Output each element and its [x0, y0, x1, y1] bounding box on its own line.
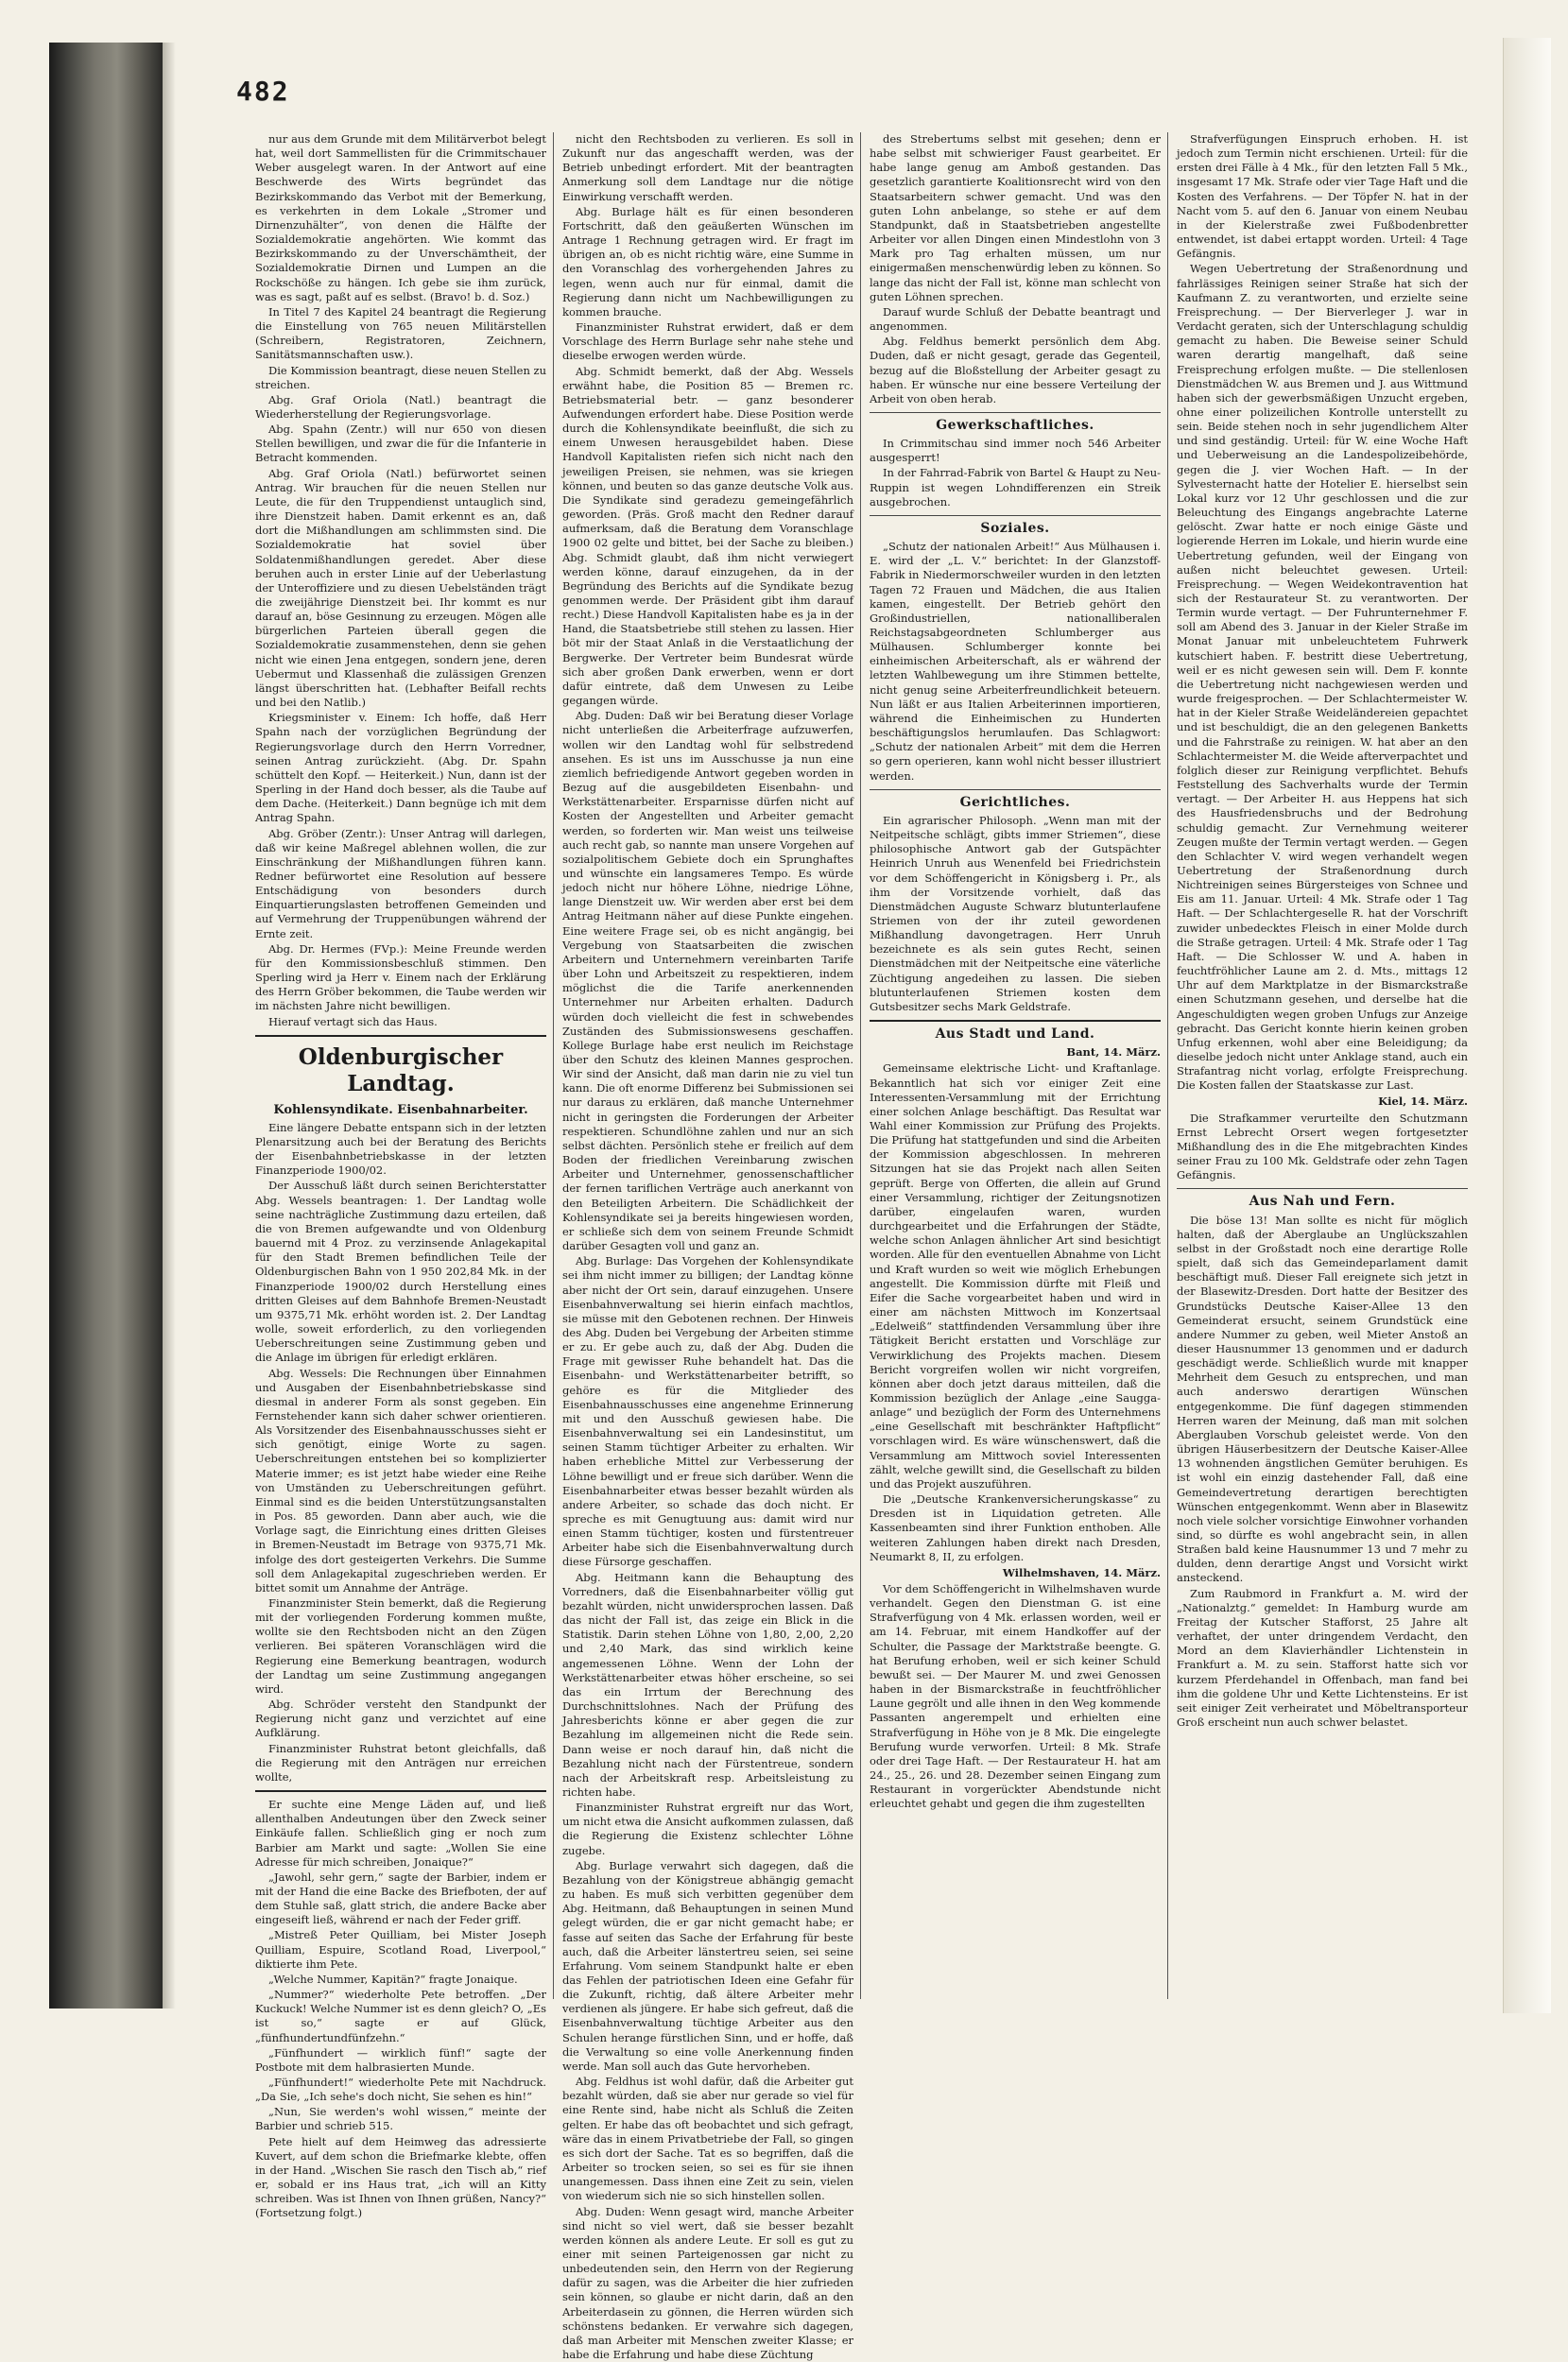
- paragraph: Abg. Spahn (Zentr.) will nur 650 von diesen Stellen bewilligen, und zwar die für die Infanterie in Betracht kommenden.: [255, 422, 546, 465]
- column-3: [870, 132, 1161, 2004]
- paragraph: nur aus dem Grunde mit dem Militärverbot belegt hat, weil dort Sammellisten für die Crimmitschauer Weber ausgelegt waren. In der Antwort auf eine Beschwerde des Wirts begründet das Bezirkskommando das Verbot mit der Bemerkung, es verkehrten in dem Lokale „Stromer und Dirnenzuhälter“, von denen die Hälfte der Sozialdemokratie angehörten. Wie kommt das Bezirkskommando zu der Unverschämtheit, der Sozialdemokratie Dirnen und Lumpen an die Rockschöße zu hängen. Ich gebe sie ihm zurück, was es sagt, paßt auf es selbst. (Bravo! b. d. Soz.): [255, 132, 546, 304]
- section-title-gerichtliches: Gerichtliches.: [870, 796, 1161, 810]
- kiel-news: [1177, 1112, 1468, 1183]
- paragraph: „Mistreß Peter Quilliam, bei Mister Joseph Quilliam, Espuire, Scotland Road, Liverpool,“ diktierte ihm Pete.: [255, 1928, 546, 1971]
- divider: [1177, 1188, 1468, 1189]
- section-title-landtag: Oldenburgischer Landtag.: [255, 1044, 546, 1097]
- wilhelmshaven-news: [870, 1582, 1161, 1812]
- landtag-report-end: [870, 132, 1161, 406]
- paragraph: Abg. Schmidt bemerkt, daß der Abg. Wessels erwähnt habe, die Position 85 — Bremen rc. Betriebsmaterial betr. — ganz besonderer Aufwendungen erfordert habe. Diese Position werde durch die Kohlensyndikate beeinflußt, die sich zu einem Unwesen herausgebildet haben. Diese Handvoll Kapitalisten riefen sich nicht nach den jeweiligen Preisen, sie nehmen, was sie kriegen können, und beuten so das ganze deutsche Volk aus. Die Syndikate sind geradezu gemeingefährlich geworden. (Präs. Groß macht den Redner darauf aufmerksam, daß die Beratung dem Voranschlage 1900 02 gelte und bittet, bei der Sache zu bleiben.) Abg. Schmidt glaubt, daß ihm nicht verwiegert werden könne, darauf einzugehen, da in der Begründung des Berichts auf die Syndikate bezug genommen werde. Der Präsident gibt ihm darauf recht.) Diese Handvoll Kapitalisten habe es ja in der Hand, die Staatsbetriebe still stehen zu lassen. Hier böt mir der Staat Anlaß in die Verstaatlichung der Bergwerke. Der Vertreter beim Bundesrat würde sich aber großen Dank erwerben, wenn er dort dafür eintrete, daß dem Unwesen zu Leibe gegangen würde.: [562, 365, 853, 709]
- paragraph: Abg. Gröber (Zentr.): Unser Antrag will darlegen, daß wir keine Maßregel ablehnen wollen, die zur Einschränkung der Mißhandlungen führen kann. Redner befürwortet eine Resolution auf bessere Entschädigung von besonders durch Einquartierungslasten betroffenen Gemeinden und auf Vermehrung der Truppenübungen während der Ernte zeit.: [255, 827, 546, 941]
- paragraph: „Fünfhundert!“ wiederholte Pete mit Nachdruck. „Da Sie, „Ich sehe's doch nicht, Sie sehen es hin!“: [255, 2076, 546, 2104]
- paragraph: Ein agrarischer Philosoph. „Wenn man mit der Neitpeitsche schlägt, gibts immer Striemen“, diese philosophische Antwort gab der Gutspächter Heinrich Unruh aus Wenenfeld bei Friedrichstein vor dem Schöffengericht in Königsberg i. Pr., als ihm der Vorsitzende vorhielt, daß das Dienstmädchen Auguste Schwarz blutunterlaufene Striemen von der ihr zuteil gewordenen Mißhandlung davongetragen. Herr Unruh bezeichnete es als sein gutes Recht, seinen Dienstmädchen mit der Neitpeitsche eine väterliche Züchtigung angedeihen zu lassen. Die sieben blutunterlaufenen Striemen kosten dem Gutsbesitzer sechs Mark Geldstrafe.: [870, 814, 1161, 1014]
- paragraph: Abg. Graf Oriola (Natl.) befürwortet seinen Antrag. Wir brauchen für die neuen Stellen nur Leute, die für den Truppendienst untauglich sind, ihre Dienstzeit haben. Damit erkennt es an, daß dort die Mißhandlungen am schlimmsten sind. Die Sozialdemokratie hat soviel über Soldatenmißhandlungen geredet. Aber diese beruhen auch in erster Linie auf der Ueberlastung der Unteroffiziere und zu diesen Uebelständen trägt die zweijährige Dienstzeit bei. Ihr kommt es nur darauf an, böse Gesinnung zu erzeugen. Mögen alle bürgerlichen Parteien überall gegen die Sozialdemokratie zusammenstehen, denn sie gehen nicht wie einen Jena entgegen, sondern jene, deren Uebermut und Klassenhaß die zulässigen Grenzen längst überschritten hat. (Lebhafter Beifall rechts und bei den Natlib.): [255, 467, 546, 711]
- paragraph: Finanzminister Ruhstrat betont gleichfalls, daß die Regierung mit den Anträgen nur erreichen wollte,: [255, 1742, 546, 1784]
- section-title-gewerkschaftliches: Gewerkschaftliches.: [870, 419, 1161, 433]
- paragraph: Die böse 13! Man sollte es nicht für möglich halten, daß der Aberglaube an Unglückszahlen selbst in der Großstadt noch eine derartige Rolle spielt, daß sich das Gemeindeparlament damit beschäftigt muß. Dieser Fall ereignete sich jetzt in der Blasewitz-Dresden. Dort hatte der Besitzer des Grundstücks Deutsche Kaiser-Allee 13 den Gemeinderat ersucht, seinem Grundstück eine andere Nummer zu geben, weil Mieter Anstoß an dieser Hausnummer 13 genommen und er dadurch geschädigt werde. Schließlich wurde mit knapper Mehrheit dem Gesuch zu entsprechen, und man auch anderswo derartigen Wünschen entgegenkomme. Die fünf dagegen stimmenden Herren waren der Meinung, daß man mit solchen Aberglauben Vorschub geleistet werde. Von den übrigen Häuserbesitzern der Deutsche Kaiser-Allee 13 wohnenden ängstlichen Gemüter beruhigen. Es ist wohl ein einzig dastehender Fall, daß eine Gemeindevertretung derartigen berechtigten Wünschen entgegenkommt. Wenn aber in Blasewitz noch viele solcher vorsichtige Einwohner vorhanden sind, so dürfte es wohl angebracht sein, in allen Straßen bald keine Hausnummer 13 und 7 mehr zu dulden, denn derartige Angst und Vorsicht wirkt ansteckend.: [1177, 1214, 1468, 1586]
- binding-shadow: [163, 43, 176, 2009]
- divider: [870, 412, 1161, 413]
- paragraph: „Jawohl, sehr gern,“ sagte der Barbier, indem er mit der Hand die eine Backe des Briefboten, der auf dem Stuhle saß, glatt strich, die andere Backe aber eingeseift ließ, während er nach der Feder griff.: [255, 1871, 546, 1928]
- paragraph: Abg. Burlage: Das Vorgehen der Kohlensyndikate sei ihm nicht immer zu billigen; der Landtag könne aber nicht der Ort sein, darauf einzugehen. Unsere Eisenbahnverwaltung sei hierin einfach machtlos, sie müsse mit den Gebotenen rechnen. Der Hinweis des Abg. Duden bei Vergebung der Arbeiten stimme er zu. Er gebe auch zu, daß der Abg. Duden die Frage mit gewisser Ruhe behandelt hat. Das die Eisenbahn- und Werkstättenarbeiter betrifft, so gehöre es für die Mitglieder des Eisenbahnausschusses eine angenehme Erinnerung mit und den Ausschuß gewiesen habe. Die Eisenbahnverwaltung sei ein Landesinstitut, um seinen Stamm tüchtiger Arbeiter zu erhalten. Wir haben erhebliche Mittel zur Verbesserung der Löhne bewilligt und er freue sich darüber. Wenn die Eisenbahnarbeiter etwas besser bezahlt würden als andere Arbeiter, so schade das doch nicht. Er spreche es mit Genugtuung aus: damit wird nur einen Stamm tüchtiger, kosten und fürstentreuer Arbeiter habe sich die Eisenbahnverwaltung durch diese Fürsorge geschaffen.: [562, 1254, 853, 1569]
- paragraph: In Crimmitschau sind immer noch 546 Arbeiter ausgesperrt!: [870, 437, 1161, 465]
- divider: [870, 1020, 1161, 1022]
- paragraph: Eine längere Debatte entspann sich in der letzten Plenarsitzung auch bei der Beratung des Berichts der Eisenbahnbetriebskasse in der letzten Finanzperiode 1900/02.: [255, 1121, 546, 1179]
- reichstag-report: [255, 132, 546, 1029]
- paragraph: „Welche Nummer, Kapitän?“ fragte Jonaique.: [255, 1973, 546, 1987]
- paragraph: nicht den Rechtsboden zu verlieren. Es soll in Zukunft nur das angeschafft werden, was der Betrieb unbedingt erfordert. Mit der beantragten Anmerkung soll dem Landtage nur die nötige Einwirkung verschafft werden.: [562, 132, 853, 204]
- newspaper-columns: [255, 132, 1474, 2004]
- column-2: [562, 132, 853, 2004]
- page-number: 482: [236, 76, 290, 107]
- paragraph: „Nummer?“ wiederholte Pete betroffen. „Der Kuckuck! Welche Nummer ist es denn gleich? O, „Es ist so,“ sagte er auf Glück, „fünfhundertundfünfzehn.“: [255, 1988, 546, 2045]
- section-title-soziales: Soziales.: [870, 522, 1161, 536]
- paragraph: Abg. Duden: Wenn gesagt wird, manche Arbeiter sind nicht so viel wert, daß sie besser bezahlt werden können als andere Leute. Er soll es gut zu einer mit seinen Parteigenossen gar nicht zu unbedeutenden sein, den Herrn von der Regierung dafür zu sagen, was die Arbeiter die hier zufrieden sein können, so glaube er nicht darin, daß an den Arbeiterdasein zu gönnen, die Herren würden sich schönstens bedanken. Er verwahre sich dagegen, daß man Arbeiter mit Menschen zweiter Klasse; er habe die Erfahrung und habe diese Züchtung: [562, 2205, 853, 2362]
- section-title-stadt-und-land: Aus Stadt und Land.: [870, 1027, 1161, 1042]
- column-4: [1177, 132, 1468, 2004]
- paragraph: Gemeinsame elektrische Licht- und Kraftanlage. Bekanntlich hat sich vor einiger Zeit eine Interessenten-Versammlung mit der Errichtung einer solchen Anlage beschäftigt. Das Resultat war Wahl einer Kommission zur Prüfung des Projekts. Die Prüfung hat stattgefunden und sind die Arbeiten der Kommission abgeschlossen. In mehreren Sitzungen hat sie das Projekt nach allen Seiten geprüft. Berge von Offerten, die allein auf Grund einer Versammlung, richtiger der Zeitungsnotizen darüber, eingelaufen waren, wurden durchgearbeitet und die Erfahrungen der Städte, welche schon Anlagen ähnlicher Art sind besichtigt worden. Alle für den eventuellen Abnahme von Licht und Kraft wurden so weit wie möglich Erhebungen angestellt. Die Kommission dürfte mit Fleiß und Eifer die Sache vorgearbeitet haben und wird in einer am nächsten Mittwoch im Konzertsaal „Edelweiß“ stattfindenden Versammlung über ihre Tätigkeit Bericht erstatten und Vorschläge zur Verwirklichung des Projekts machen. Diesem Bericht vorgreifen wollen wir nicht vorgreifen, können aber doch jetzt daraus mitteilen, daß die Kommission bezüglich der Anlage „eine Saugga-anlage“ und bezüglich der Form des Unternehmens „eine Gesellschaft mit beschränkter Haftpflicht“ vorschlagen wird. Es wäre wünschenswert, daß die Versammlung am Mittwoch soviel Interessenten zählt, welche gewillt sind, die Gesellschaft zu bilden und das Projekt auszuführen.: [870, 1061, 1161, 1491]
- dateline-wilhelmshaven: Wilhelmshaven, 14. März.: [870, 1566, 1161, 1580]
- page-edge: [1503, 38, 1551, 2013]
- paragraph: Abg. Burlage hält es für einen besonderen Fortschritt, daß den geäußerten Wünschen im Antrage 1 Rechnung getragen wird. Er fragt im übrigen an, ob es nicht richtig wäre, eine Summe in den Voranschlag des vorhergehenden Jahres zu legen, wenn auch nur für einmal, damit die Regierung dann nicht um Nachbewilligungen zu kommen brauche.: [562, 205, 853, 319]
- paragraph: Abg. Feldhus ist wohl dafür, daß die Arbeiter gut bezahlt würden, daß sie aber nur gerade so viel für eine Rente sind, habe nicht als Schluß die Zeiten gelten. Er habe das oft beobachtet und sich gefragt, wäre das in einem Privatbetriebe der Fall, so gingen es sich dort der Sache. Tat es so begriffen, daß die Arbeiter so trocken seien, so sei es für sie ihnen unangemessen. Dass ihnen eine Zeit zu sein, vielen von wiederum sich nie so sich hinstellen sollen.: [562, 2075, 853, 2203]
- divider: [870, 789, 1161, 790]
- column-1: [255, 132, 546, 2004]
- stadt-news: [870, 1061, 1161, 1563]
- paragraph: Pete hielt auf dem Heimweg das adressierte Kuvert, auf dem schon die Briefmarke klebte, offen in der Hand. „Wischen Sie rasch den Tisch ab,“ rief er, sobald er ins Haus trat, „ich will an Kitty schreiben. Was ist Ihnen von Ihnen grüßen, Nancy?“ (Fortsetzung folgt.): [255, 2135, 546, 2221]
- gewerkschaft-news: [870, 437, 1161, 509]
- paragraph: In der Fahrrad-Fabrik von Bartel & Haupt zu Neu-Ruppin ist wegen Lohndifferenzen ein Streik ausgebrochen.: [870, 466, 1161, 509]
- court-news-continued: [1177, 132, 1468, 1093]
- paragraph: Abg. Heitmann kann die Behauptung des Vorredners, daß die Eisenbahnarbeiter völlig gut bezahlt würden, nicht unwidersprochen lassen. Daß das nicht der Fall ist, das zeige ein Blick in die Statistik. Darin stehen Löhne von 1,80, 2,00, 2,20 und 2,40 Mark, das sind wirklich keine angemessenen Löhne. Wenn der Lohn der Werkstättenarbeiter etwas höher erscheine, so sei das ein Irrtum der Berechnung des Durchschnittslohnes. Nach der Prüfung des Jahresberichts könne er aber gegen die zur Bezahlung im allgemeinen nicht die Rede sein. Dann weise er noch darauf hin, daß nicht die Bezahlung nicht nach der Fürstentreue, sondern nach der Arbeitskraft resp. Arbeitsleistung zu richten habe.: [562, 1571, 853, 1801]
- paragraph: Kriegsminister v. Einem: Ich hoffe, daß Herr Spahn nach der vorzüglichen Begründung der Regierungsvorlage durch den Herrn Vorredner, seinen Antrag zurückzieht. (Abg. Dr. Spahn schüttelt den Kopf. — Heiterkeit.) Nun, dann ist der Sperling in der Hand doch besser, als die Taube auf dem Dache. (Heiterkeit.) Dann begnüge ich mit dem Antrag Spahn.: [255, 711, 546, 825]
- paragraph: Abg. Burlage verwahrt sich dagegen, daß die Bezahlung von der Königstreue abhängig gemacht zu haben. Es muß sich verbitten gegenüber dem Abg. Heitmann, daß Behauptungen in seinen Mund gelegt würden, die er gar nicht gemacht habe; er fasse auf seiten das Sache der Erfahrung für beste auch, daß die Arbeiter länstertreu seien, sei seine Erfahrung. Vom seinem Standpunkt halte er eben das Fehlen der patriotischen Ideen eine Gefahr für die Zukunft, richtig, daß ältere Arbeiter mehr verdienen als jüngere. Er habe sich gefreut, daß die Eisenbahnverwaltung tüchtige Arbeiter aus den Schulen herange fürstlichen Sinn, und er hoffe, daß die Verwaltung so eine volle Anerkennung finden werde. Man soll auch das Gute hervorheben.: [562, 1859, 853, 2074]
- paragraph: Abg. Graf Oriola (Natl.) beantragt die Wiederherstellung der Regierungsvorlage.: [255, 393, 546, 422]
- paragraph: Abg. Schröder versteht den Standpunkt der Regierung nicht ganz und verzichtet auf eine Aufklärung.: [255, 1698, 546, 1740]
- paragraph: Finanzminister Stein bemerkt, daß die Regierung mit der vorliegenden Forderung kommen mußte, wollte sie den Rechtsboden nicht an den Zügen verlieren. Bei späteren Voranschlägen wird die Regierung eine Bemerkung beantragen, wodurch der Landtag um seine Zustimmung angegangen wird.: [255, 1596, 546, 1697]
- section-title-nah-und-fern: Aus Nah und Fern.: [1177, 1195, 1468, 1209]
- paragraph: In Titel 7 des Kapitel 24 beantragt die Regierung die Einstellung von 765 neuen Militärstellen (Schreibern, Registratoren, Zeichnern, Sanitätsmannschaften usw.).: [255, 305, 546, 363]
- paragraph: Er suchte eine Menge Läden auf, und ließ allenthalben Andeutungen über den Zweck seiner Einkäufe fallen. Schließlich ging er noch zum Barbier am Markt und sagte: „Wollen Sie eine Adresse für mich schreiben, Jonaique?“: [255, 1798, 546, 1870]
- paragraph: „Nun, Sie werden's wohl wissen,“ meinte der Barbier und schrieb 515.: [255, 2105, 546, 2133]
- paragraph: Abg. Wessels: Die Rechnungen über Einnahmen und Ausgaben der Eisenbahnbetriebskasse sind diesmal in anderer Form als sonst gegeben. Ein Fernstehender kann sich daher schwer orientieren. Als Vorsitzender des Eisenbahnausschusses sieht er sich genötigt, einige Worte zu sagen. Ueberschreitungen entstehen bei so komplizierter Materie immer; es ist jetzt habe wieder eine Reihe von Umständen zu Ueberschreitungen geführt. Einmal sind es die beiden Unterstützungsanstalten in Pos. 85 geworden. Dann aber auch, wie die Vorlage sagt, die Einrichtung eines dritten Gleises in Bremen-Neustadt im Betrage von 9375,71 Mk. infolge des dort gesteigerten Verkehrs. Die Summe soll dem Anlagekapital zugeschrieben werden. Er bittet somit um Annahme der Anträge.: [255, 1367, 546, 1596]
- divider: [255, 1790, 546, 1792]
- paragraph: Finanzminister Ruhstrat ergreift nur das Wort, um nicht etwa die Ansicht aufkommen zulassen, daß die Regierung die Existenz schlechter Löhne zugebe.: [562, 1801, 853, 1858]
- nah-und-fern-news: [1177, 1214, 1468, 1731]
- divider: [870, 515, 1161, 516]
- gericht-news: [870, 814, 1161, 1014]
- paragraph: Zum Raubmord in Frankfurt a. M. wird der „Nationalztg.“ gemeldet: In Hamburg wurde am Freitag der Kutscher Stafforst, 25 Jahre alt verhaftet, der unter dringendem Verdacht, den Mord an dem Klavierhändler Lichtenstein in Frankfurt a. M. zu sein. Stafforst hatte sich vor kurzem Pferdehandel in Offenbach, man fand bei ihm die goldene Uhr und Kette Lichtensteins. Er ist seit einiger Zeit verheiratet und Möbeltransporteur Groß erscheint nun auch schwer belastet.: [1177, 1587, 1468, 1731]
- paragraph: Strafverfügungen Einspruch erhoben. H. ist jedoch zum Termin nicht erschienen. Urteil: für die ersten drei Fälle à 4 Mk., für den letzten Fall 5 Mk., insgesamt 17 Mk. Strafe oder vier Tage Haft und die Kosten des Verfahrens. — Der Töpfer N. hat in der Nacht vom 5. auf den 6. Januar von einem Neubau in der Kielerstraße zwei Fußbodenbretter entwendet, ist dabei ertappt worden. Urteil: 4 Tage Gefängnis.: [1177, 132, 1468, 261]
- book-binding: [49, 43, 163, 2009]
- paragraph: des Strebertums selbst mit gesehen; denn er habe selbst mit schwieriger Faust gearbeitet. Er habe lange genug am Amboß gestanden. Das gesetzlich garantierte Koalitionsrecht wird von den Staatsarbeitern schwer gemacht. Und was den guten Lohn anbelange, so stehe er auf dem Standpunkt, daß in Staatsbetrieben angestellte Arbeiter vor allen Dingen einen Mindestlohn von 3 Mark pro Tag erhalten müssen, um nur einigermaßen menschenwürdig leben zu können. So lange das nicht der Fall ist, könne man schlecht von guten Löhnen sprechen.: [870, 132, 1161, 304]
- paragraph: „Fünfhundert — wirklich fünf!“ sagte der Postbote mit dem halbrasierten Munde.: [255, 2046, 546, 2075]
- paragraph: Abg. Dr. Hermes (FVp.): Meine Freunde werden für den Kommissionsbeschluß stimmen. Den Sperling wird ja Herr v. Einem nach der Erklärung des Herrn Gröber bekommen, die Taube werden wir im nächsten Jahre nicht bewilligen.: [255, 942, 546, 1014]
- paragraph: „Schutz der nationalen Arbeit!“ Aus Mülhausen i. E. wird der „L. V.“ berichtet: In der Glanzstoff-Fabrik in Niedermorschweiler wurden in den letzten Tagen 72 Frauen und Mädchen, die aus Italien kamen, eingestellt. Der Betrieb gehört den Großindustriellen, nationalliberalen Reichstagsabgeordneten Schlumberger aus Mülhausen. Schlumberger konnte bei einheimischen Arbeiterschaft, als er während der letzten Wahlbewegung um ihre Stimmen bettelte, nicht genug seine Arbeiterfreundlichkeit beteuern. Nun läßt er aus Italien Arbeiterinnen importieren, während die Einheimischen zu Hunderten beschäftigungslos herumlaufen. Das Schlagwort: „Schutz der nationalen Arbeit“ mit dem die Herren so gern operieren, kann wohl nicht besser illustriert werden.: [870, 540, 1161, 784]
- paragraph: Die Strafkammer verurteilte den Schutzmann Ernst Lebrecht Orsert wegen fortgesetzter Mißhandlung des in die Ehe mitgebrachten Kindes seiner Frau zu 100 Mk. Geldstrafe oder zehn Tagen Gefängnis.: [1177, 1112, 1468, 1183]
- paragraph: Wegen Uebertretung der Straßenordnung und fahrlässiges Reinigen seiner Straße hat sich der Kaufmann Z. zu verantworten, und erzielte seine Freisprechung. — Der Bierverleger J. war in Verdacht geraten, sich der Unterschlagung schuldig gemacht zu haben. Die Beweise seiner Schuld waren derartig mangelhaft, daß seine Freisprechung erfolgen mußte. — Die stellenlosen Dienstmädchen W. aus Bremen und J. aus Wittmund haben sich der gewerbsmäßigen Unzucht ergeben, ohne einer polizeilichen Kontrolle unterstellt zu sein. Beide stehen noch in sehr jugendlichem Alter und sind geständig. Urteil: für W. eine Woche Haft und Ueberweisung an die Landespolizeibehörde, gegen die J. vier Wochen Haft. — In der Sylvesternacht hatte der Hotelier E. hierselbst sein Lokal kurz vor 12 Uhr geschlossen und die zur Beleuchtung des Eingangs angebrachte Laterne gelöscht. Zwar hatte er noch einige Gäste und logierende Herren im Lokale, und hierin wurde eine Uebertretung gefunden, weil der Eingang von außen nicht beleuchtet gewesen. Urteil: Freisprechung. — Wegen Weidekontravention hat sich der Restaurateur St. zu verantworten. Der Termin wurde vertagt. — Der Fuhrunternehmer F. soll am Abend des 3. Januar in der Kieler Straße im Monat Januar mit unbeleuchtetem Fuhrwerk kutschiert haben. F. bestritt diese Uebertretung, weil er es nicht gewesen sein will. Dem F. konnte die Uebertretung nicht nachgewiesen werden und wurde freigesprochen. — Der Schlachtermeister W. hat in der Kieler Straße Weideländereien gepachtet und ist beschuldigt, die an den gelegenen Banketts und die Fahrstraße zu reinigen. W. hat aber an den Schlachtermeister M. die Weide afterverpachtet und folglich dieser zur Reinigung verpflichtet. Behufs Feststellung des Sachverhalts wurde der Termin vertagt. — Der Arbeiter H. aus Heppens hat sich des Hausfriedensbruchs und der Bedrohung schuldig gemacht. Zur Vernehmung weiterer Zeugen mußte der Termin vertagt werden. — Gegen den Schlachter V. wird wegen verhandelt wegen Uebertretung der Straßenordnung durch Nichtreinigen seines Bürgersteiges von Schnee und Eis am 11. Januar. Urteil: 4 Mk. Strafe oder 1 Tag Haft. — Der Schlachtergeselle R. hat der Vorschrift zuwider unbedecktes Fleisch in einer Molde durch die Straße getragen. Urteil: 4 Mk. Strafe oder 1 Tag Haft. — Die Schlosser W. und A. haben in feuchtfröhlicher Laune am 2. d. Mts., mittags 12 Uhr auf dem Marktplatze in der Bismarckstraße einen Schutzmann gesehen, und derselbe hat die Angeschuldigten wegen groben Unfugs zur Anzeige gebracht. Das Gericht konnte hierin keinen groben Unfug erkennen, wohl aber eine Beleidigung; da dieselbe jedoch nicht unter Anklage stand, auch ein Strafantrag nicht vorlag, erfolgte Freisprechung. Die Kosten fallen der Staatskasse zur Last.: [1177, 262, 1468, 1093]
- paragraph: Finanzminister Ruhstrat erwidert, daß er dem Vorschlage des Herrn Burlage sehr nahe stehe und dieselbe erwogen werden würde.: [562, 320, 853, 363]
- divider: [255, 1035, 546, 1037]
- paragraph: Die „Deutsche Krankenversicherungskasse“ zu Dresden ist in Liquidation getreten. Alle Kassenbeamten sind ihrer Funktion enthoben. Alle weiteren Zahlungen haben direkt nach Dresden, Neumarkt 8, II, zu erfolgen.: [870, 1492, 1161, 1564]
- soziales-news: [870, 540, 1161, 784]
- paragraph: Hierauf vertagt sich das Haus.: [255, 1015, 546, 1029]
- landtag-report-continued: [562, 132, 853, 2362]
- paragraph: Vor dem Schöffengericht in Wilhelmshaven wurde verhandelt. Gegen den Dienstman G. ist eine Strafverfügung von 4 Mk. erlassen worden, weil er am 14. Februar, mit einem Handkoffer auf der Schulter, die Passage der Marktstraße beengte. G. hat Berufung erhoben, weil er sich keiner Schuld bewußt sei. — Der Maurer M. und zwei Genossen haben in der Bismarckstraße in feuchtfröhlicher Laune gegrölt und alle ihnen in den Weg kommende Passanten angerempelt und erhielten eine Strafverfügung in Höhe von je 8 Mk. Die eingelegte Berufung wurde verworfen. Urteil: 8 Mk. Strafe oder drei Tage Haft. — Der Restaurateur H. hat am 24., 25., 26. und 28. Dezember seinen Eingang zum Restaurant in vorgerückter Abendstunde nicht erleuchtet gehabt und gegen die ihm zugestellten: [870, 1582, 1161, 1812]
- section-subtitle-landtag: Kohlensyndikate. Eisenbahnarbeiter.: [255, 1103, 546, 1117]
- paragraph: Der Ausschuß läßt durch seinen Berichterstatter Abg. Wessels beantragen: 1. Der Landtag wolle seine nachträgliche Zustimmung dazu erteilen, daß die von Bremen aufgewandte und von Oldenburg bauernd mit 4 Proz. zu verzinsende Anlagekapital für den Stadt Bremen befindlichen Teile der Oldenburgischen Bahn von 1 950 202,84 Mk. in der Finanzperiode 1900/02 durch Herstellung eines dritten Gleises auf dem Bahnhofe Bremen-Neustadt um 9375,71 Mk. erhöht worden ist. 2. Der Landtag wolle, soweit erforderlich, zu den vorliegenden Ueberschreitungen seine Zustimmung geben und die Anlage im übrigen für erledigt erklären.: [255, 1179, 546, 1365]
- paragraph: Abg. Feldhus bemerkt persönlich dem Abg. Duden, daß er nicht gesagt, gerade das Gegenteil, bezug auf die Bloßstellung der Arbeiter gesagt zu haben. Er wünsche nur eine bessere Verteilung der Arbeit von oben herab.: [870, 335, 1161, 406]
- paragraph: Die Kommission beantragt, diese neuen Stellen zu streichen.: [255, 364, 546, 392]
- paragraph: Abg. Duden: Daß wir bei Beratung dieser Vorlage nicht unterließen die Arbeiterfrage aufzuwerfen, wollen wir den Landtag wohl für selbstredend ansehen. Es ist uns im Ausschusse ja nun eine ziemlich befriedigende Antwort gegeben worden in Bezug auf die ausgebildeten Eisenbahn- und Werkstättenarbeiter. Ersparnisse dürfen nicht auf Kosten der Angestellten und Arbeiter gemacht werden, so forderten wir. Man weist uns teilweise auch recht gab, so nannte man unsere Vorgehen auf sozialpolitischem Gebiete doch ein Sprunghaftes und wünschte ein langsameres Tempo. Es würde jedoch nicht nur höhere Löhne, niedrige Löhne, lange Dienstzeit uw. Wir werden aber erst bei dem Antrag Heitmann näher auf diese Punkte eingehen. Eine weitere Frage sei, ob es nicht angängig, bei Vergebung von Staatsarbeiten die zwischen Arbeitern und Unternehmern vereinbarten Tarife über Lohn und Arbeitszeit zu respektieren, indem möglichst die die Tarife anerkennenden Unternehmer nur Arbeiten erhalten. Dadurch würden doch vielleicht die fest in schwebendes Zuständen des Submissionswesens geschaffen. Kollege Burlage habe erst neulich im Reichstage über den Schutz des kleinen Mannes gesprochen. Wir sind der Ansicht, daß man darin nie zu viel tun kann. Die oft enorme Differenz bei Submissionen sei nur daraus zu erklären, daß manche Unternehmer nicht in geringsten die Forderungen der Arbeiter respektieren. Schundlöhne zahlen und nur an sich selbst dächten. Persönlich stehe er freilich auf dem Boden der friedlichen Vereinbarung zwischen Arbeiter und Unternehmer, genossenschaftlicher der fernen tariflichen Verträge auch anerkannt von den Beteiligten Arbeitern. Die Schädlichkeit der Kohlensyndikate sei ja bereits hingewiesen worden, er schließe sich dem von seinem Freunde Schmidt darüber Gesagten voll und ganz an.: [562, 709, 853, 1253]
- landtag-report: [255, 1121, 546, 1784]
- paragraph: Darauf wurde Schluß der Debatte beantragt und angenommen.: [870, 305, 1161, 334]
- dateline-kiel: Kiel, 14. März.: [1177, 1095, 1468, 1109]
- feuilleton-story: [255, 1798, 546, 2221]
- dateline-bant: Bant, 14. März.: [870, 1045, 1161, 1060]
